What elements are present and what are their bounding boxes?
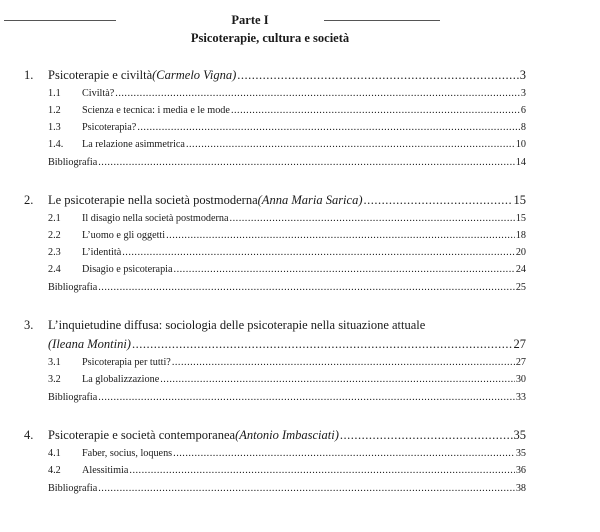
page-number: 18 bbox=[515, 230, 526, 241]
chapter-1-bibliography[interactable] bbox=[48, 157, 526, 168]
page-number: 8 bbox=[520, 122, 526, 133]
page-number: 27 bbox=[515, 357, 526, 368]
chapter-author: (Ileana Montini) bbox=[48, 337, 131, 351]
section-2-4-entry[interactable] bbox=[48, 264, 526, 275]
section-number: 4.1 bbox=[48, 448, 61, 459]
section-4-1-entry[interactable] bbox=[48, 448, 526, 459]
section-2-3-entry[interactable] bbox=[48, 247, 526, 258]
bibliography-label: Bibliografia bbox=[48, 157, 98, 168]
dot-leader bbox=[230, 213, 515, 224]
chapter-title: Psicoterapie e società contemporanea bbox=[48, 428, 236, 442]
page-number: 30 bbox=[515, 374, 526, 385]
chapter-title: Psicoterapie e civiltà bbox=[48, 68, 153, 82]
chapter-3-bibliography[interactable] bbox=[48, 392, 526, 403]
dot-leader bbox=[364, 193, 513, 208]
section-2-2-entry[interactable] bbox=[48, 230, 526, 241]
dot-leader bbox=[166, 230, 515, 241]
chapter-3-entry[interactable] bbox=[24, 318, 425, 333]
section-number: 1.4. bbox=[48, 139, 64, 150]
bibliography-label: Bibliografia bbox=[48, 282, 98, 293]
chapter-author: (Anna Maria Sarica) bbox=[257, 193, 363, 207]
section-2-1-entry[interactable] bbox=[48, 213, 526, 224]
dot-leader bbox=[98, 282, 515, 293]
dot-leader bbox=[137, 122, 520, 133]
section-number: 1.1 bbox=[48, 88, 61, 99]
dot-leader bbox=[132, 337, 513, 352]
section-title: Alessitimia bbox=[82, 465, 129, 476]
chapter-title: L’inquietudine diffusa: sociologia delle psicoterapie nella situazione attuale bbox=[48, 318, 426, 332]
dot-leader bbox=[98, 157, 515, 168]
chapter-author: (Antonio Imbasciati) bbox=[235, 428, 339, 442]
section-1-3-entry[interactable] bbox=[48, 122, 526, 133]
chapter-title: Le psicoterapie nella società postmoderna bbox=[48, 193, 258, 207]
dot-leader bbox=[160, 374, 515, 385]
section-number: 2.3 bbox=[48, 247, 61, 258]
page-number: 38 bbox=[515, 483, 526, 494]
section-title: Il disagio nella società postmoderna bbox=[82, 213, 229, 224]
dot-leader bbox=[237, 68, 518, 83]
section-1-4-entry[interactable] bbox=[48, 139, 526, 150]
section-4-2-entry[interactable] bbox=[48, 465, 526, 476]
page-number: 14 bbox=[515, 157, 526, 168]
dot-leader bbox=[231, 105, 520, 116]
page-number: 20 bbox=[515, 247, 526, 258]
section-number: 2.4 bbox=[48, 264, 61, 275]
section-title: La relazione asimmetrica bbox=[82, 139, 185, 150]
dot-leader bbox=[174, 264, 515, 275]
section-title: Faber, socius, loquens bbox=[82, 448, 173, 459]
chapter-2-bibliography[interactable] bbox=[48, 282, 526, 293]
section-3-2-entry[interactable] bbox=[48, 374, 526, 385]
section-number: 2.2 bbox=[48, 230, 61, 241]
chapter-number: 3. bbox=[24, 318, 34, 332]
bibliography-label: Bibliografia bbox=[48, 483, 98, 494]
dot-leader bbox=[98, 483, 515, 494]
dot-leader bbox=[340, 428, 513, 443]
header-rule-right bbox=[324, 20, 440, 21]
dot-leader bbox=[98, 392, 515, 403]
section-title: Civiltà? bbox=[82, 88, 115, 99]
page-number: 25 bbox=[515, 282, 526, 293]
page-number: 3 bbox=[520, 88, 526, 99]
page-number: 3 bbox=[519, 68, 526, 82]
section-number: 1.2 bbox=[48, 105, 61, 116]
section-title: La globalizzazione bbox=[82, 374, 160, 385]
dot-leader bbox=[122, 247, 515, 258]
section-number: 3.1 bbox=[48, 357, 61, 368]
section-number: 1.3 bbox=[48, 122, 61, 133]
page-number: 6 bbox=[520, 105, 526, 116]
chapter-1-entry[interactable] bbox=[24, 68, 526, 83]
chapter-4-entry[interactable] bbox=[24, 428, 526, 443]
dot-leader bbox=[186, 139, 515, 150]
page-number: 35 bbox=[513, 428, 526, 442]
page-number: 35 bbox=[515, 448, 526, 459]
page-number: 15 bbox=[513, 193, 526, 207]
section-1-1-entry[interactable] bbox=[48, 88, 526, 99]
page-number: 33 bbox=[515, 392, 526, 403]
chapter-number: 4. bbox=[24, 428, 34, 442]
dot-leader bbox=[115, 88, 520, 99]
section-3-1-entry[interactable] bbox=[48, 357, 526, 368]
bibliography-label: Bibliografia bbox=[48, 392, 98, 403]
part-title: Parte I bbox=[231, 13, 269, 27]
page-number: 36 bbox=[515, 465, 526, 476]
dot-leader bbox=[129, 465, 514, 476]
dot-leader bbox=[173, 448, 515, 459]
section-number: 4.2 bbox=[48, 465, 61, 476]
page-number: 27 bbox=[513, 337, 526, 351]
section-number: 2.1 bbox=[48, 213, 61, 224]
section-title: L’identità bbox=[82, 247, 122, 258]
section-title: Disagio e psicoterapia bbox=[82, 264, 173, 275]
chapter-4-bibliography[interactable] bbox=[48, 483, 526, 494]
chapter-number: 1. bbox=[24, 68, 34, 82]
section-title: Psicoterapia per tutti? bbox=[82, 357, 171, 368]
section-1-2-entry[interactable] bbox=[48, 105, 526, 116]
chapter-number: 2. bbox=[24, 193, 34, 207]
chapter-3-continuation[interactable] bbox=[48, 337, 526, 352]
page-number: 10 bbox=[515, 139, 526, 150]
chapter-author: (Carmelo Vigna) bbox=[152, 68, 237, 82]
part-subtitle: Psicoterapie, cultura e società bbox=[190, 31, 350, 45]
section-title: L’uomo e gli oggetti bbox=[82, 230, 166, 241]
section-title: Scienza e tecnica: i media e le mode bbox=[82, 105, 230, 116]
section-number: 3.2 bbox=[48, 374, 61, 385]
page-number: 15 bbox=[515, 213, 526, 224]
dot-leader bbox=[172, 357, 515, 368]
chapter-2-entry[interactable] bbox=[24, 193, 526, 208]
page-number: 24 bbox=[515, 264, 526, 275]
section-title: Psicoterapia? bbox=[82, 122, 137, 133]
